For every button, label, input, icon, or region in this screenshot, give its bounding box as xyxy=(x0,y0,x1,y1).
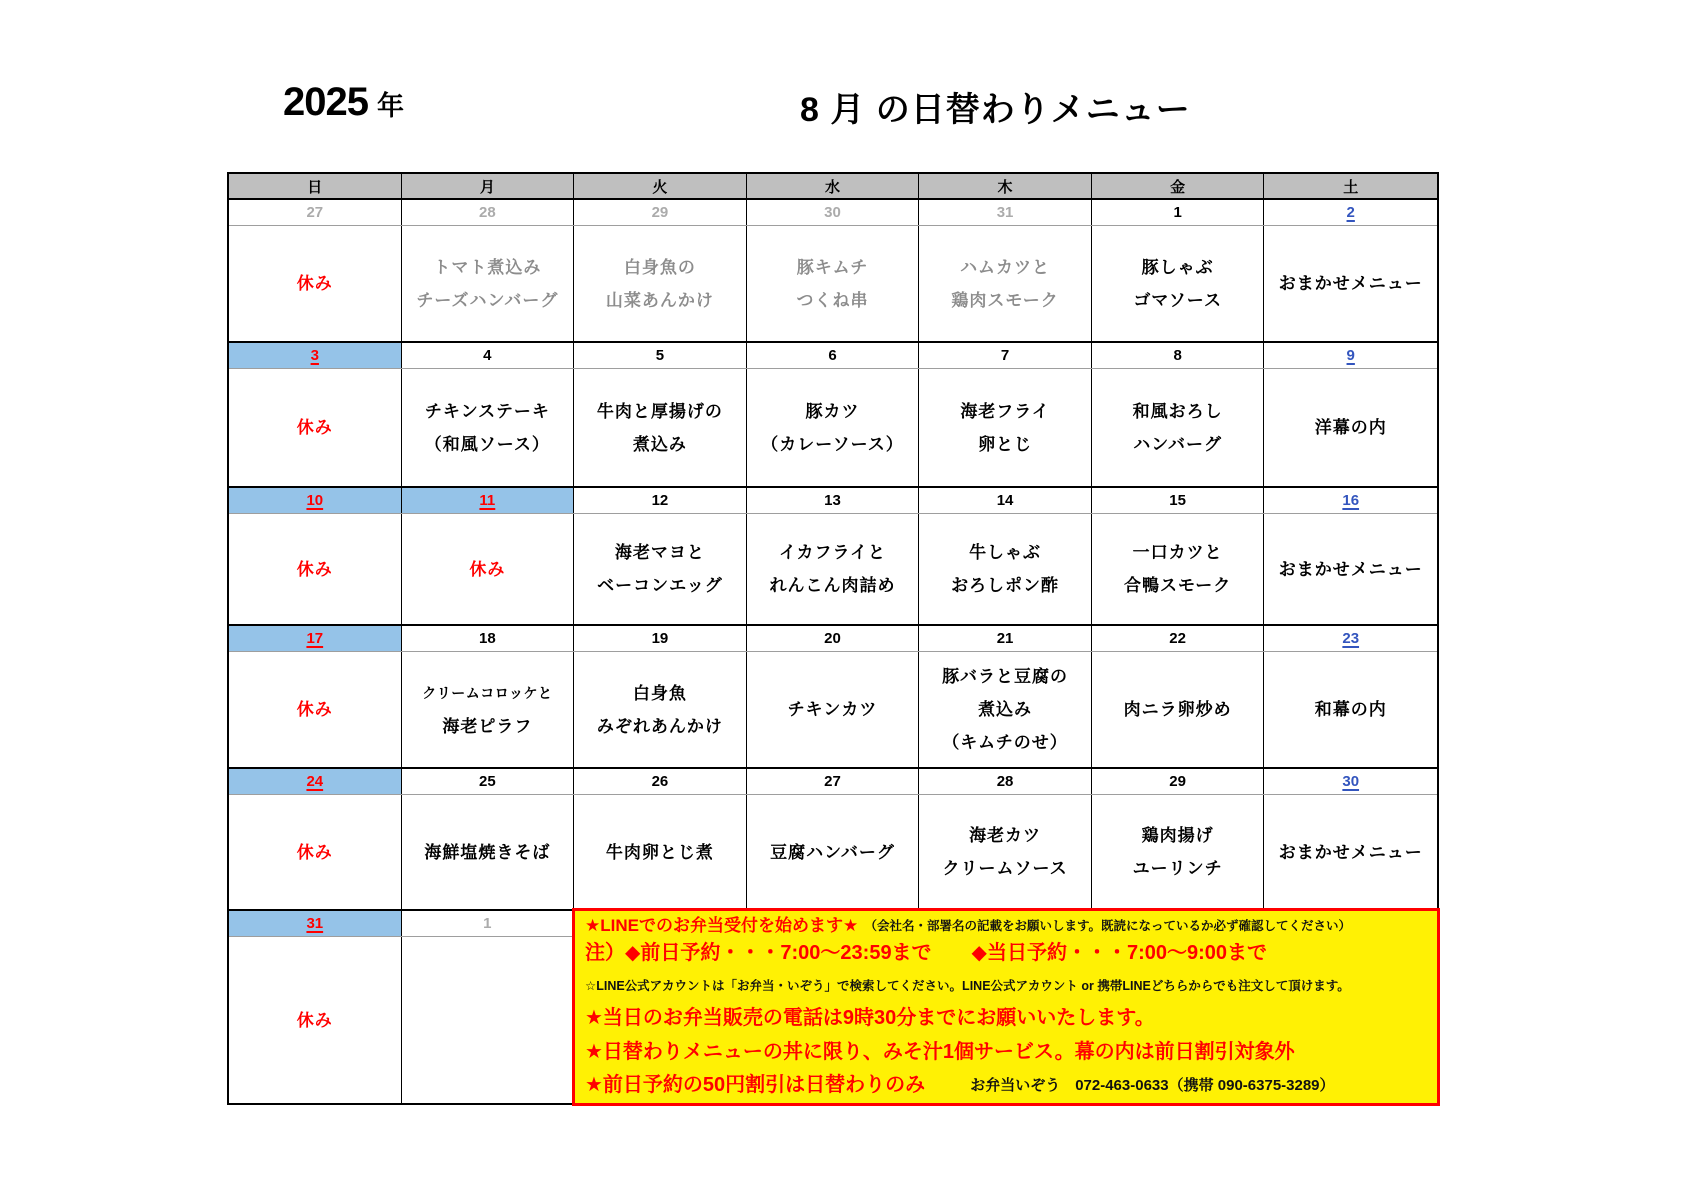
notice-text: ★前日予約の50円割引は日替わりのみ xyxy=(585,1074,926,1097)
date-number: 8 xyxy=(1173,347,1182,364)
menu-line: 牛肉と厚揚げの xyxy=(596,401,723,421)
menu-line: チキンカツ xyxy=(787,700,878,719)
date-number: 1 xyxy=(1173,204,1182,221)
date-cell xyxy=(229,769,402,794)
menu-cell xyxy=(919,369,1092,486)
date-number: 15 xyxy=(1169,492,1186,509)
date-number: 20 xyxy=(824,630,841,647)
menu-line: ゴマソース xyxy=(1133,290,1222,310)
date-number: 12 xyxy=(651,492,669,509)
menu-line: （キムチのせ） xyxy=(942,733,1068,752)
menu-cell xyxy=(1092,514,1265,624)
menu-line: 煮込み xyxy=(978,700,1033,719)
date-number: 25 xyxy=(479,773,496,790)
year-label: 2025 xyxy=(283,80,368,124)
menu-line: 山菜あんかけ xyxy=(605,290,714,310)
week-4-date-row xyxy=(229,626,1437,652)
date-number: 14 xyxy=(996,492,1014,509)
menu-line: 豆腐ハンバーグ xyxy=(770,842,895,862)
date-number: 29 xyxy=(651,204,669,221)
notice-line xyxy=(585,1070,1425,1102)
date-number: 18 xyxy=(479,630,496,647)
menu-line: チーズハンバーグ xyxy=(416,290,559,310)
date-cell xyxy=(229,626,402,651)
weekday-header-cell: 月 xyxy=(402,174,575,198)
date-number: 19 xyxy=(651,630,669,647)
weekday-header-cell: 木 xyxy=(919,174,1092,198)
date-cell xyxy=(229,200,402,225)
date-number: 16 xyxy=(1342,492,1360,509)
date-cell xyxy=(747,769,920,794)
menu-cell xyxy=(229,226,402,341)
menu-cell xyxy=(402,514,575,624)
menu-line: イカフライと xyxy=(779,543,886,562)
notice-box xyxy=(572,908,1440,1106)
date-cell xyxy=(919,626,1092,651)
date-number: 31 xyxy=(306,915,324,932)
date-cell xyxy=(574,343,747,368)
menu-line: おまかせメニュー xyxy=(1278,559,1423,579)
date-cell xyxy=(1264,488,1437,513)
menu-cell xyxy=(919,514,1092,624)
menu-line: つくね串 xyxy=(796,290,869,310)
menu-line: 合鴨スモーク xyxy=(1123,576,1232,595)
date-number: 4 xyxy=(483,347,492,364)
menu-cell xyxy=(747,514,920,624)
date-cell xyxy=(229,911,402,936)
menu-line: 牛肉卵とじ煮 xyxy=(605,842,714,862)
date-cell xyxy=(1092,626,1265,651)
notice-line xyxy=(585,1003,1425,1035)
menu-line: トマト煮込み xyxy=(433,257,542,277)
weekday-header-row xyxy=(229,174,1437,200)
week-4-menu-row xyxy=(229,652,1437,769)
menu-line: 休み xyxy=(296,1010,333,1030)
notice-text: ★LINEでのお弁当受付を始めます★ xyxy=(585,916,859,936)
menu-line: 休み xyxy=(296,418,333,437)
menu-cell xyxy=(1264,652,1437,767)
notice-text: ☆LINE公式アカウントは「お弁当・いぞう」で検索してください。LINE公式アカウント or 携帯LINEどちらからでも注文して頂けます。 xyxy=(585,978,1350,993)
date-cell xyxy=(574,488,747,513)
date-number: 17 xyxy=(306,630,324,647)
date-number: 28 xyxy=(479,204,496,221)
menu-line: ベーコンエッグ xyxy=(597,576,723,595)
date-cell xyxy=(229,488,402,513)
date-number: 3 xyxy=(310,347,319,364)
menu-line: クリームソース xyxy=(942,859,1068,878)
date-cell xyxy=(229,343,402,368)
date-cell xyxy=(919,343,1092,368)
date-number: 23 xyxy=(1342,630,1360,647)
menu-line: 豚カツ xyxy=(805,401,860,421)
date-cell xyxy=(574,769,747,794)
menu-cell xyxy=(1092,369,1265,486)
menu-cell xyxy=(229,369,402,486)
date-number: 11 xyxy=(479,492,496,509)
notice-text: ★日替わりメニューの丼に限り、みそ汁1個サービス。幕の内は前日割引対象外 xyxy=(585,1040,1295,1063)
notice-text: 注）◆前日予約・・・7:00～23:59まで ◆当日予約・・・7:00～9:00まで xyxy=(585,942,1268,965)
date-cell xyxy=(574,200,747,225)
menu-cell xyxy=(1092,795,1265,909)
menu-line: 白身魚の xyxy=(623,257,696,277)
menu-cell xyxy=(574,795,747,909)
date-number: 22 xyxy=(1169,630,1186,647)
menu-line: 鶏肉スモーク xyxy=(951,290,1059,310)
date-cell xyxy=(747,343,920,368)
date-number: 2 xyxy=(1346,204,1355,221)
menu-cell xyxy=(1092,226,1265,341)
menu-cell xyxy=(229,652,402,767)
menu-line: 和幕の内 xyxy=(1314,700,1387,719)
date-cell xyxy=(402,769,575,794)
menu-line: （カレーソース） xyxy=(761,434,904,454)
menu-line: おまかせメニュー xyxy=(1278,274,1423,293)
menu-line: ハンバーグ xyxy=(1133,434,1223,454)
menu-cell xyxy=(402,795,575,909)
date-cell xyxy=(747,626,920,651)
week-1-menu-row xyxy=(229,226,1437,343)
menu-cell xyxy=(402,652,575,767)
date-number: 21 xyxy=(996,630,1014,647)
menu-cell xyxy=(229,514,402,624)
date-cell xyxy=(1264,769,1437,794)
menu-line: 牛しゃぶ xyxy=(969,543,1042,562)
menu-line: 休み xyxy=(296,559,333,579)
menu-line: ハムカツと xyxy=(960,257,1051,277)
menu-line: 鶏肉揚げ xyxy=(1141,826,1214,845)
menu-cell xyxy=(747,652,920,767)
date-cell xyxy=(1264,200,1437,225)
menu-line: 肉ニラ卵炒め xyxy=(1123,700,1232,719)
date-cell xyxy=(402,343,575,368)
menu-cell xyxy=(402,369,575,486)
date-cell xyxy=(574,626,747,651)
weekday-header-cell: 土 xyxy=(1343,178,1359,196)
menu-cell xyxy=(229,937,402,1103)
menu-cell xyxy=(1092,652,1265,767)
date-cell xyxy=(919,769,1092,794)
date-number: 27 xyxy=(824,773,841,790)
week-3-menu-row xyxy=(229,514,1437,626)
menu-line: 白身魚 xyxy=(632,683,687,703)
date-cell xyxy=(1092,200,1265,225)
date-number: 30 xyxy=(1342,773,1360,790)
menu-line: れんこん肉詰め xyxy=(769,576,896,595)
date-number: 1 xyxy=(483,915,492,932)
year-unit-label: 年 xyxy=(376,91,404,121)
notice-text: ★当日のお弁当販売の電話は9時30分までにお願いいたします。 xyxy=(585,1007,1155,1030)
date-cell xyxy=(1092,769,1265,794)
weekday-header-cell: 水 xyxy=(747,174,920,198)
menu-cell xyxy=(747,369,920,486)
menu-line: クリームコロッケと xyxy=(422,684,553,701)
menu-line: ユーリンチ xyxy=(1132,859,1223,878)
date-number: 13 xyxy=(824,492,841,509)
date-cell xyxy=(402,488,575,513)
week-2-date-row xyxy=(229,343,1437,369)
menu-line: 海老ピラフ xyxy=(442,716,533,736)
date-cell xyxy=(402,200,575,225)
menu-line: 一口カツと xyxy=(1132,543,1223,562)
date-cell xyxy=(747,200,920,225)
date-number: 30 xyxy=(824,204,841,221)
menu-cell xyxy=(1264,514,1437,624)
date-cell xyxy=(402,626,575,651)
weekday-header-cell: 日 xyxy=(229,174,402,198)
month-heading: 8 月 の日替わりメニュー xyxy=(800,91,1191,129)
menu-line: 豚しゃぶ xyxy=(1141,257,1214,277)
date-number: 24 xyxy=(306,773,324,790)
menu-line: 海老マヨと xyxy=(614,543,705,562)
menu-cell xyxy=(574,226,747,341)
week-5-menu-row xyxy=(229,795,1437,911)
menu-cell xyxy=(747,795,920,909)
date-number: 10 xyxy=(306,492,324,509)
menu-cell xyxy=(574,514,747,624)
weekday-header-cell: 金 xyxy=(1092,174,1265,198)
notice-line xyxy=(585,938,1425,970)
menu-cell xyxy=(1264,369,1437,486)
menu-cell xyxy=(574,652,747,767)
menu-cell xyxy=(747,226,920,341)
page-title xyxy=(283,80,404,125)
date-number: 26 xyxy=(651,773,669,790)
notice-text: お弁当いぞう 072-463-0633（携帯 090-6375-3289） xyxy=(925,1076,1335,1094)
notice-line xyxy=(585,1034,1425,1069)
menu-cell xyxy=(1264,226,1437,341)
menu-line: 休み xyxy=(469,559,506,579)
menu-cell xyxy=(574,369,747,486)
date-cell xyxy=(919,200,1092,225)
menu-line: 休み xyxy=(296,274,333,293)
date-cell xyxy=(1092,343,1265,368)
menu-line: 海老フライ xyxy=(960,401,1050,421)
menu-cell xyxy=(402,226,575,341)
menu-line: 煮込み xyxy=(632,434,687,454)
date-number: 7 xyxy=(1000,347,1010,364)
menu-cell xyxy=(919,226,1092,341)
menu-line: チキンステーキ xyxy=(424,401,550,421)
date-cell xyxy=(1092,488,1265,513)
menu-cell xyxy=(919,795,1092,909)
notice-line xyxy=(585,969,1425,1002)
menu-line: 和風おろし xyxy=(1132,401,1223,421)
week-3-date-row xyxy=(229,488,1437,514)
menu-cell xyxy=(919,652,1092,767)
date-cell xyxy=(919,488,1092,513)
menu-line: 海老カツ xyxy=(969,826,1042,845)
date-number: 27 xyxy=(306,204,324,221)
date-number: 5 xyxy=(655,347,665,364)
week-1-date-row xyxy=(229,200,1437,226)
date-number: 6 xyxy=(828,347,837,364)
menu-line: 豚バラと豆腐の xyxy=(942,667,1069,686)
date-cell xyxy=(1264,626,1437,651)
menu-line: みぞれあんかけ xyxy=(596,716,723,736)
menu-line: 洋幕の内 xyxy=(1314,418,1387,437)
menu-line: 海鮮塩焼きそば xyxy=(424,842,551,862)
date-number: 29 xyxy=(1169,773,1186,790)
date-cell xyxy=(402,911,575,936)
date-number: 28 xyxy=(996,773,1014,790)
menu-line: 卵とじ xyxy=(978,434,1033,454)
date-number: 31 xyxy=(996,204,1014,221)
week-2-menu-row xyxy=(229,369,1437,488)
menu-line: 休み xyxy=(296,842,333,862)
menu-cell xyxy=(402,937,575,1103)
menu-cell xyxy=(229,795,402,909)
menu-line: おまかせメニュー xyxy=(1278,842,1423,862)
date-number: 9 xyxy=(1346,347,1355,364)
date-cell xyxy=(747,488,920,513)
menu-line: （和風ソース） xyxy=(424,434,550,454)
menu-cell xyxy=(1264,795,1437,909)
notice-line xyxy=(585,914,1425,938)
menu-line: 休み xyxy=(296,700,333,719)
week-5-date-row xyxy=(229,769,1437,795)
date-cell xyxy=(1264,343,1437,368)
notice-text: （会社名・部署名の記載をお願いします。既読になっているか必ず確認してください） xyxy=(858,918,1351,933)
menu-line: 豚キムチ xyxy=(796,257,869,277)
menu-line: おろしポン酢 xyxy=(951,576,1060,595)
weekday-header-cell: 火 xyxy=(574,174,747,198)
